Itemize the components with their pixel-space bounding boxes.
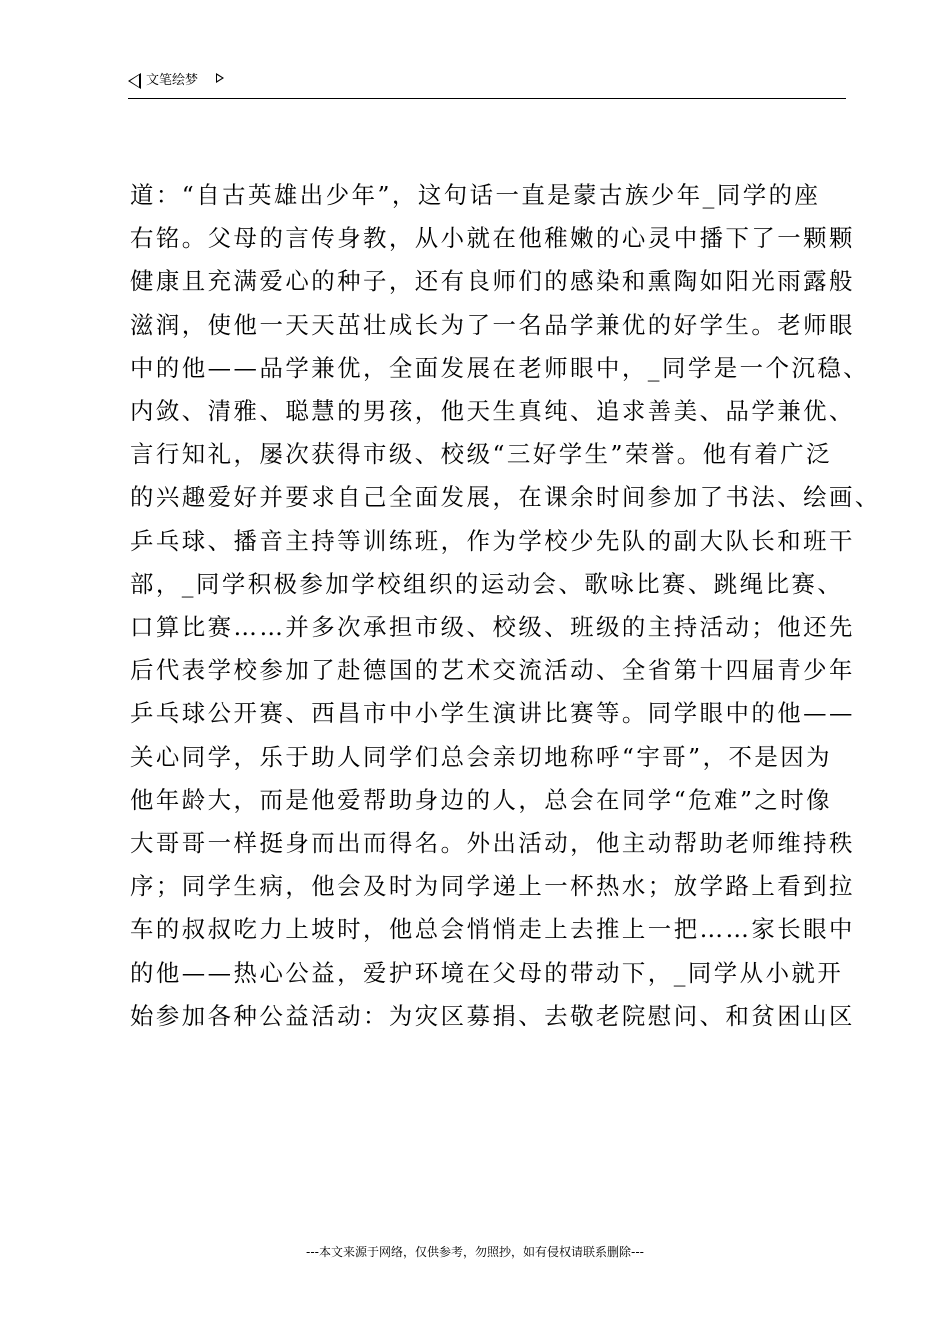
body-paragraph: 道：“自古英雄出少年”，这句话一直是蒙古族少年_同学的座 右铭。父母的言传身教，从小就在他稚嫩的心灵中播下了一颗颗 健康且充满爱心的种子，还有良师们的感染和熏陶如阳光雨露般 滋润，使他一天天茁壮成长为了一名品学兼优的好学生。老师眼 中的他——品学兼优，全面发展在老师眼中，_同学是一个沉稳、 内敛、清雅、聪慧的男孩，他天生真纯、追求善美、品学兼优、 言行知礼，屡次获得市级、校级“三好学生”荣誉。他有着广泛 的兴趣爱好并要求自己全面发展，在课余时间参加了书法、绘画、 乒乓球、播音主持等训练班，作为学校少先队的副大队长和班干 部，_同学积极参加学校组织的运动会、歌咏比赛、跳绳比赛、 口算比赛……并多次承担市级、校级、班级的主持活动；他还先 后代表学校参加了赴德国的艺术交流活动、全省第十四届青少年 乒乓球公开赛、西昌市中小学生演讲比赛等。同学眼中的他—— 关心同学，乐于助人同学们总会亲切地称呼“宇哥”，不是因为 他年龄大，而是他爱帮助身边的人，总会在同学“危难”之时像 大哥哥一样挺身而出而得名。外出活动，他主动帮助老师维持秩 序；同学生病，他会及时为同学递上一杯热水；放学路上看到拉 车的叔叔吃力上坡时，他总会悄悄走上去推上一把……家长眼中 的他——热心公益，爱护环境在父母的带动下，_同学从小就开 始参加各种公益活动：为灾区募捐、去敬老院慰问、和贫困山区 — [130, 181, 881, 1030]
triangle-left-outline-icon — [128, 73, 141, 89]
header-divider — [128, 98, 846, 99]
triangle-right-outline-icon — [216, 73, 224, 83]
footer-disclaimer: ---本文来源于网络，仅供参考，勿照抄，如有侵权请联系删除--- — [306, 1245, 644, 1259]
header-title: 文笔绘梦 — [146, 73, 199, 88]
page-header — [128, 70, 846, 98]
